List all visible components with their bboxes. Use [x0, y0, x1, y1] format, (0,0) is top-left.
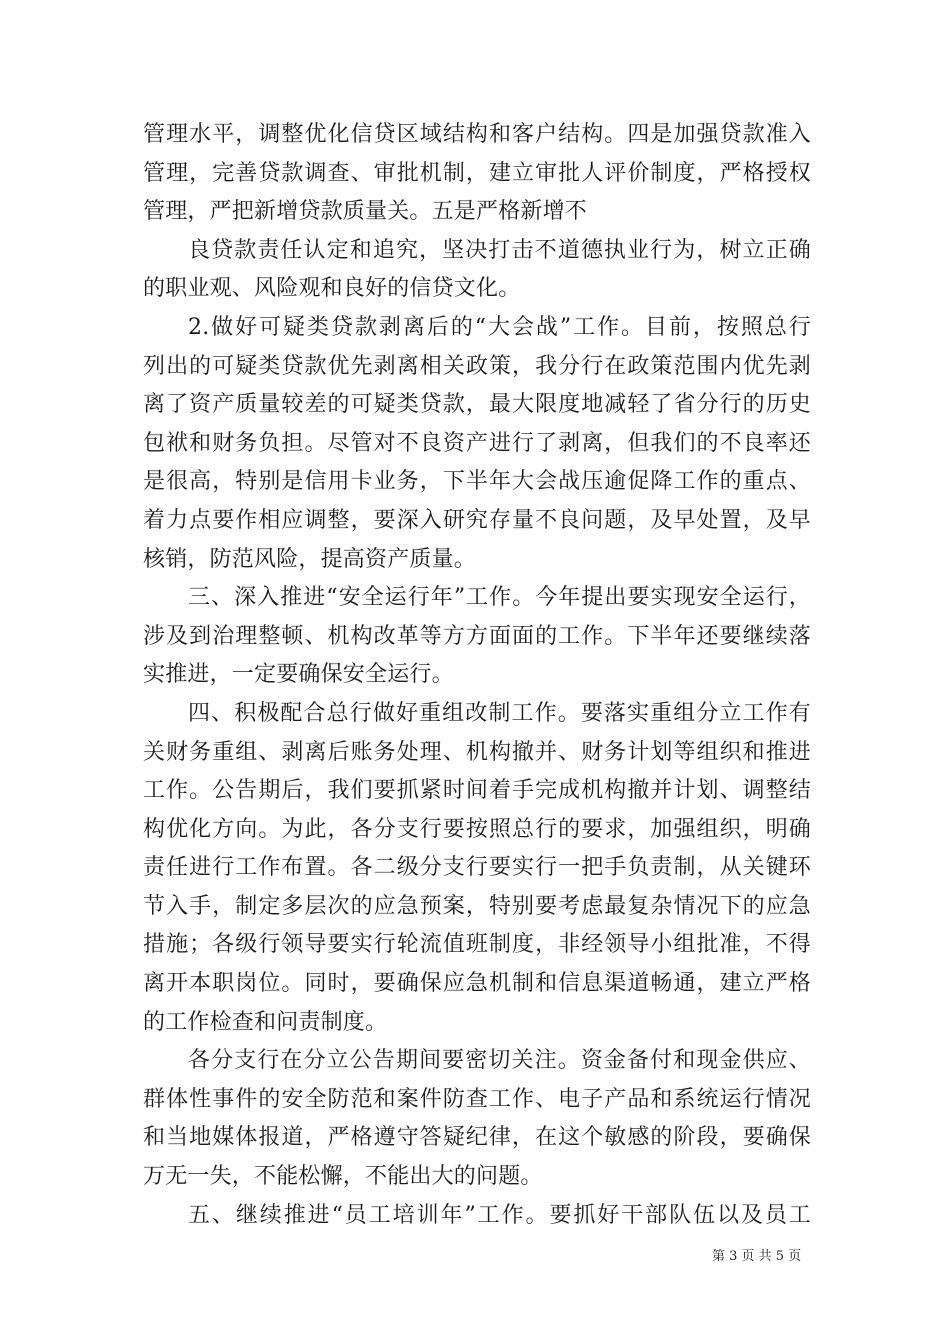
- body-line: 2.做好可疑类贷款剥离后的“大会战”工作。目前，按照总行: [188, 314, 811, 340]
- body-line: 四、积极配合总行做好重组改制工作。要落实重组分立工作有: [188, 700, 811, 726]
- body-line: 管理，完善贷款调查、审批机制，建立审批人评价制度，严格授权: [143, 160, 811, 186]
- body-line: 着力点要作相应调整，要深入研究存量不良问题，及早处置，及早: [143, 507, 811, 533]
- body-line: 核销，防范风险，提高资产质量。: [143, 546, 477, 572]
- body-line: 各分支行在分立公告期间要密切关注。资金备付和现金供应、: [188, 1048, 811, 1074]
- body-line: 良贷款责任认定和追究，坚决打击不道德执业行为，树立正确: [188, 237, 811, 263]
- body-line: 的工作检查和问责制度。: [143, 1009, 388, 1035]
- body-line: 万无一失，不能松懈，不能出大的问题。: [143, 1164, 543, 1190]
- body-line: 离开本职岗位。同时，要确保应急机制和信息渠道畅通，建立严格: [143, 971, 811, 997]
- page-number-footer: 第 3 页 共 5 页: [712, 1249, 802, 1264]
- body-line: 关财务重组、剥离后账务处理、机构撤并、财务计划等组织和推进: [143, 739, 811, 765]
- document-body: [143, 116, 811, 1235]
- body-line: 是很高，特别是信用卡业务，下半年大会战压逾促降工作的重点、: [143, 469, 811, 495]
- body-line: 措施；各级行领导要实行轮流值班制度，非经领导小组批准，不得: [143, 932, 811, 958]
- body-line: 责任进行工作布置。各二级分支行要实行一把手负责制，从关键环: [143, 855, 811, 881]
- body-line: 和当地媒体报道，严格遵守答疑纪律，在这个敏感的阶段，要确保: [143, 1125, 811, 1151]
- body-line: 管理水平，调整优化信贷区域结构和客户结构。四是加强贷款准入: [143, 122, 811, 147]
- body-line: 管理，严把新增贷款质量关。五是严格新增不: [143, 199, 588, 225]
- body-line: 群体性事件的安全防范和案件防查工作、电子产品和系统运行情况: [143, 1086, 811, 1112]
- body-line: 离了资产质量较差的可疑类贷款，最大限度地减轻了省分行的历史: [143, 392, 811, 418]
- body-line: 三、深入推进“安全运行年”工作。今年提出要实现安全运行，: [188, 585, 811, 611]
- body-line: 实推进，一定要确保安全运行。: [143, 662, 454, 688]
- body-line: 工作。公告期后，我们要抓紧时间着手完成机构撤并计划、调整结: [143, 778, 811, 804]
- body-line: 节入手，制定多层次的应急预案，特别要考虑最复杂情况下的应急: [143, 893, 811, 919]
- body-line: 列出的可疑类贷款优先剥离相关政策，我分行在政策范围内优先剥: [143, 353, 811, 379]
- body-line: 涉及到治理整顿、机构改革等方方面面的工作。下半年还要继续落: [143, 623, 811, 649]
- body-line: 包袱和财务负担。尽管对不良资产进行了剥离，但我们的不良率还: [143, 430, 811, 456]
- body-line: 构优化方向。为此，各分支行要按照总行的要求，加强组织，明确: [143, 816, 811, 842]
- body-line: 的职业观、风险观和良好的信贷文化。: [143, 276, 521, 302]
- body-line: 五、继续推进“员工培训年”工作。要抓好干部队伍以及员工: [188, 1202, 811, 1228]
